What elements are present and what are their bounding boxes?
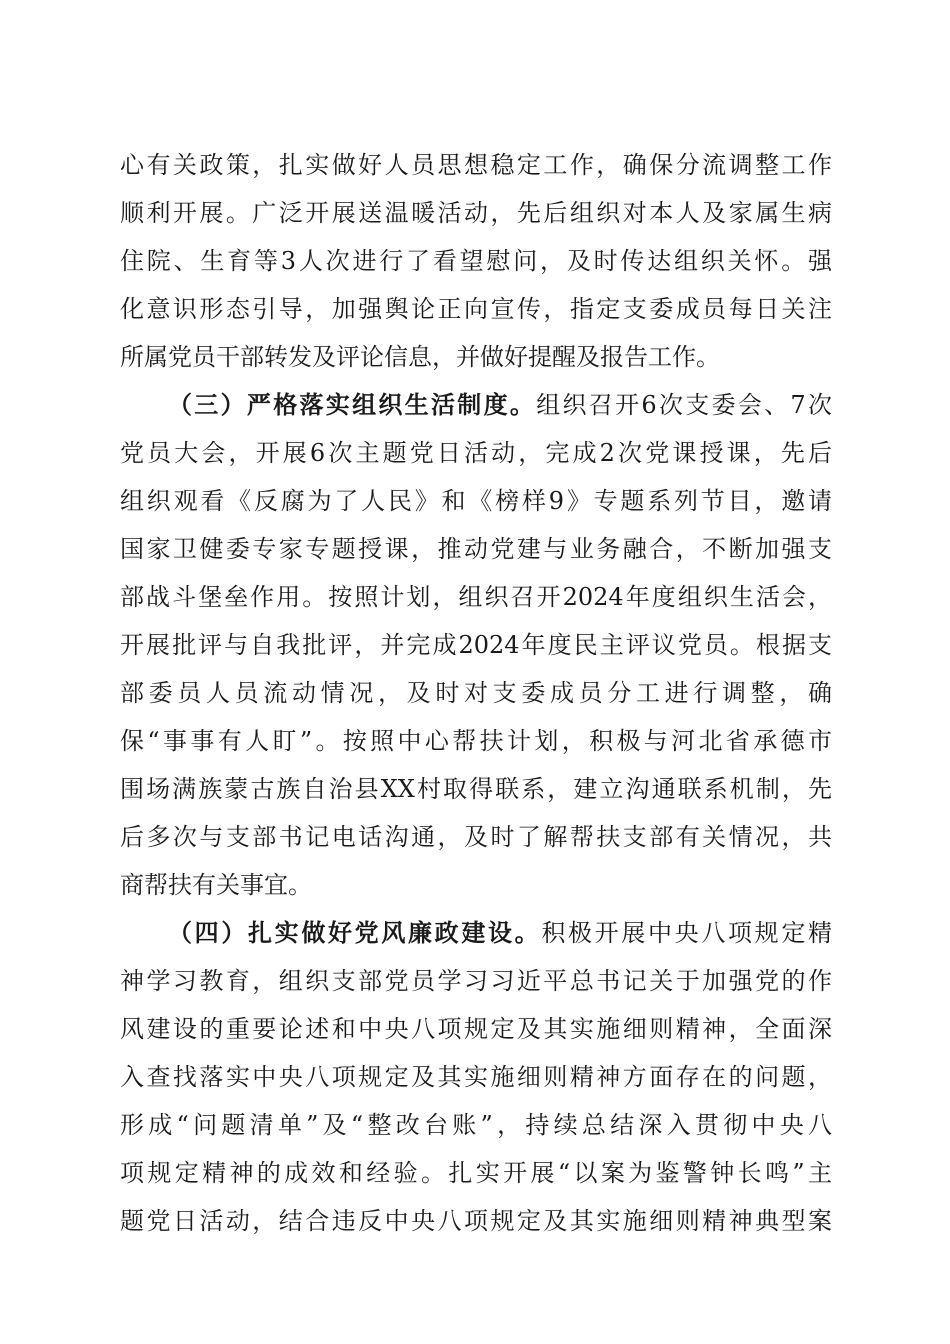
section-3-first-line <box>168 382 832 428</box>
section-3-heading: （三）严格落实组织生活制度。 <box>168 390 537 419</box>
paragraph-line: 保“事事有人盯”。按照中心帮扶计划，积极与河北省承德市 <box>120 727 832 755</box>
section-4-heading: （四）扎实做好党风廉政建设。 <box>168 918 542 947</box>
paragraph-line: 组织观看《反腐为了人民》和《榜样9》专题系列节目，邀请 <box>120 487 832 515</box>
section-3-text: 组织召开6次支委会、7次 <box>536 391 833 419</box>
paragraph-line: 商帮扶有关事宜。 <box>120 871 312 899</box>
paragraph-line: 开展批评与自我批评，并完成2024年度民主评议党员。根据支 <box>120 631 832 659</box>
paragraph-line: 神学习教育，组织支部党员学习习近平总书记关于加强党的作 <box>120 967 832 995</box>
paragraph-line: 后多次与支部书记电话沟通，及时了解帮扶支部有关情况，共 <box>120 823 832 851</box>
paragraph-line: 入查找落实中央八项规定及其实施细则精神方面存在的问题， <box>120 1063 832 1091</box>
paragraph-line: 项规定精神的成效和经验。扎实开展“以案为鉴警钟长鸣”主 <box>120 1159 832 1187</box>
paragraph-line: 住院、生育等3人次进行了看望慰问，及时传达组织关怀。强 <box>120 247 832 275</box>
paragraph-line: 所属党员干部转发及评论信息，并做好提醒及报告工作。 <box>120 343 720 371</box>
paragraph-line: 形成“问题清单”及“整改台账”，持续总结深入贯彻中央八 <box>120 1111 832 1139</box>
paragraph-line: 化意识形态引导，加强舆论正向宣传，指定支委成员每日关注 <box>120 295 832 323</box>
paragraph-line: 风建设的重要论述和中央八项规定及其实施细则精神，全面深 <box>120 1015 832 1043</box>
paragraph-line: 围场满族蒙古族自治县XX村取得联系，建立沟通联系机制，先 <box>120 775 832 803</box>
paragraph-line: 心有关政策，扎实做好人员思想稳定工作，确保分流调整工作 <box>120 151 832 179</box>
section-4-text: 积极开展中央八项规定精 <box>541 919 833 947</box>
paragraph-line: 顺利开展。广泛开展送温暖活动，先后组织对本人及家属生病 <box>120 199 832 227</box>
paragraph-line: 部战斗堡垒作用。按照计划，组织召开2024年度组织生活会， <box>120 583 832 611</box>
paragraph-line: 部委员人员流动情况，及时对支委成员分工进行调整，确 <box>120 679 832 707</box>
paragraph-line: 国家卫健委专家专题授课，推动党建与业务融合，不断加强支 <box>120 535 832 563</box>
paragraph-line: 党员大会，开展6次主题党日活动，完成2次党课授课，先后 <box>120 439 832 467</box>
paragraph-line: 题党日活动，结合违反中央八项规定及其实施细则精神典型案 <box>120 1207 832 1235</box>
section-4-first-line <box>168 910 832 956</box>
